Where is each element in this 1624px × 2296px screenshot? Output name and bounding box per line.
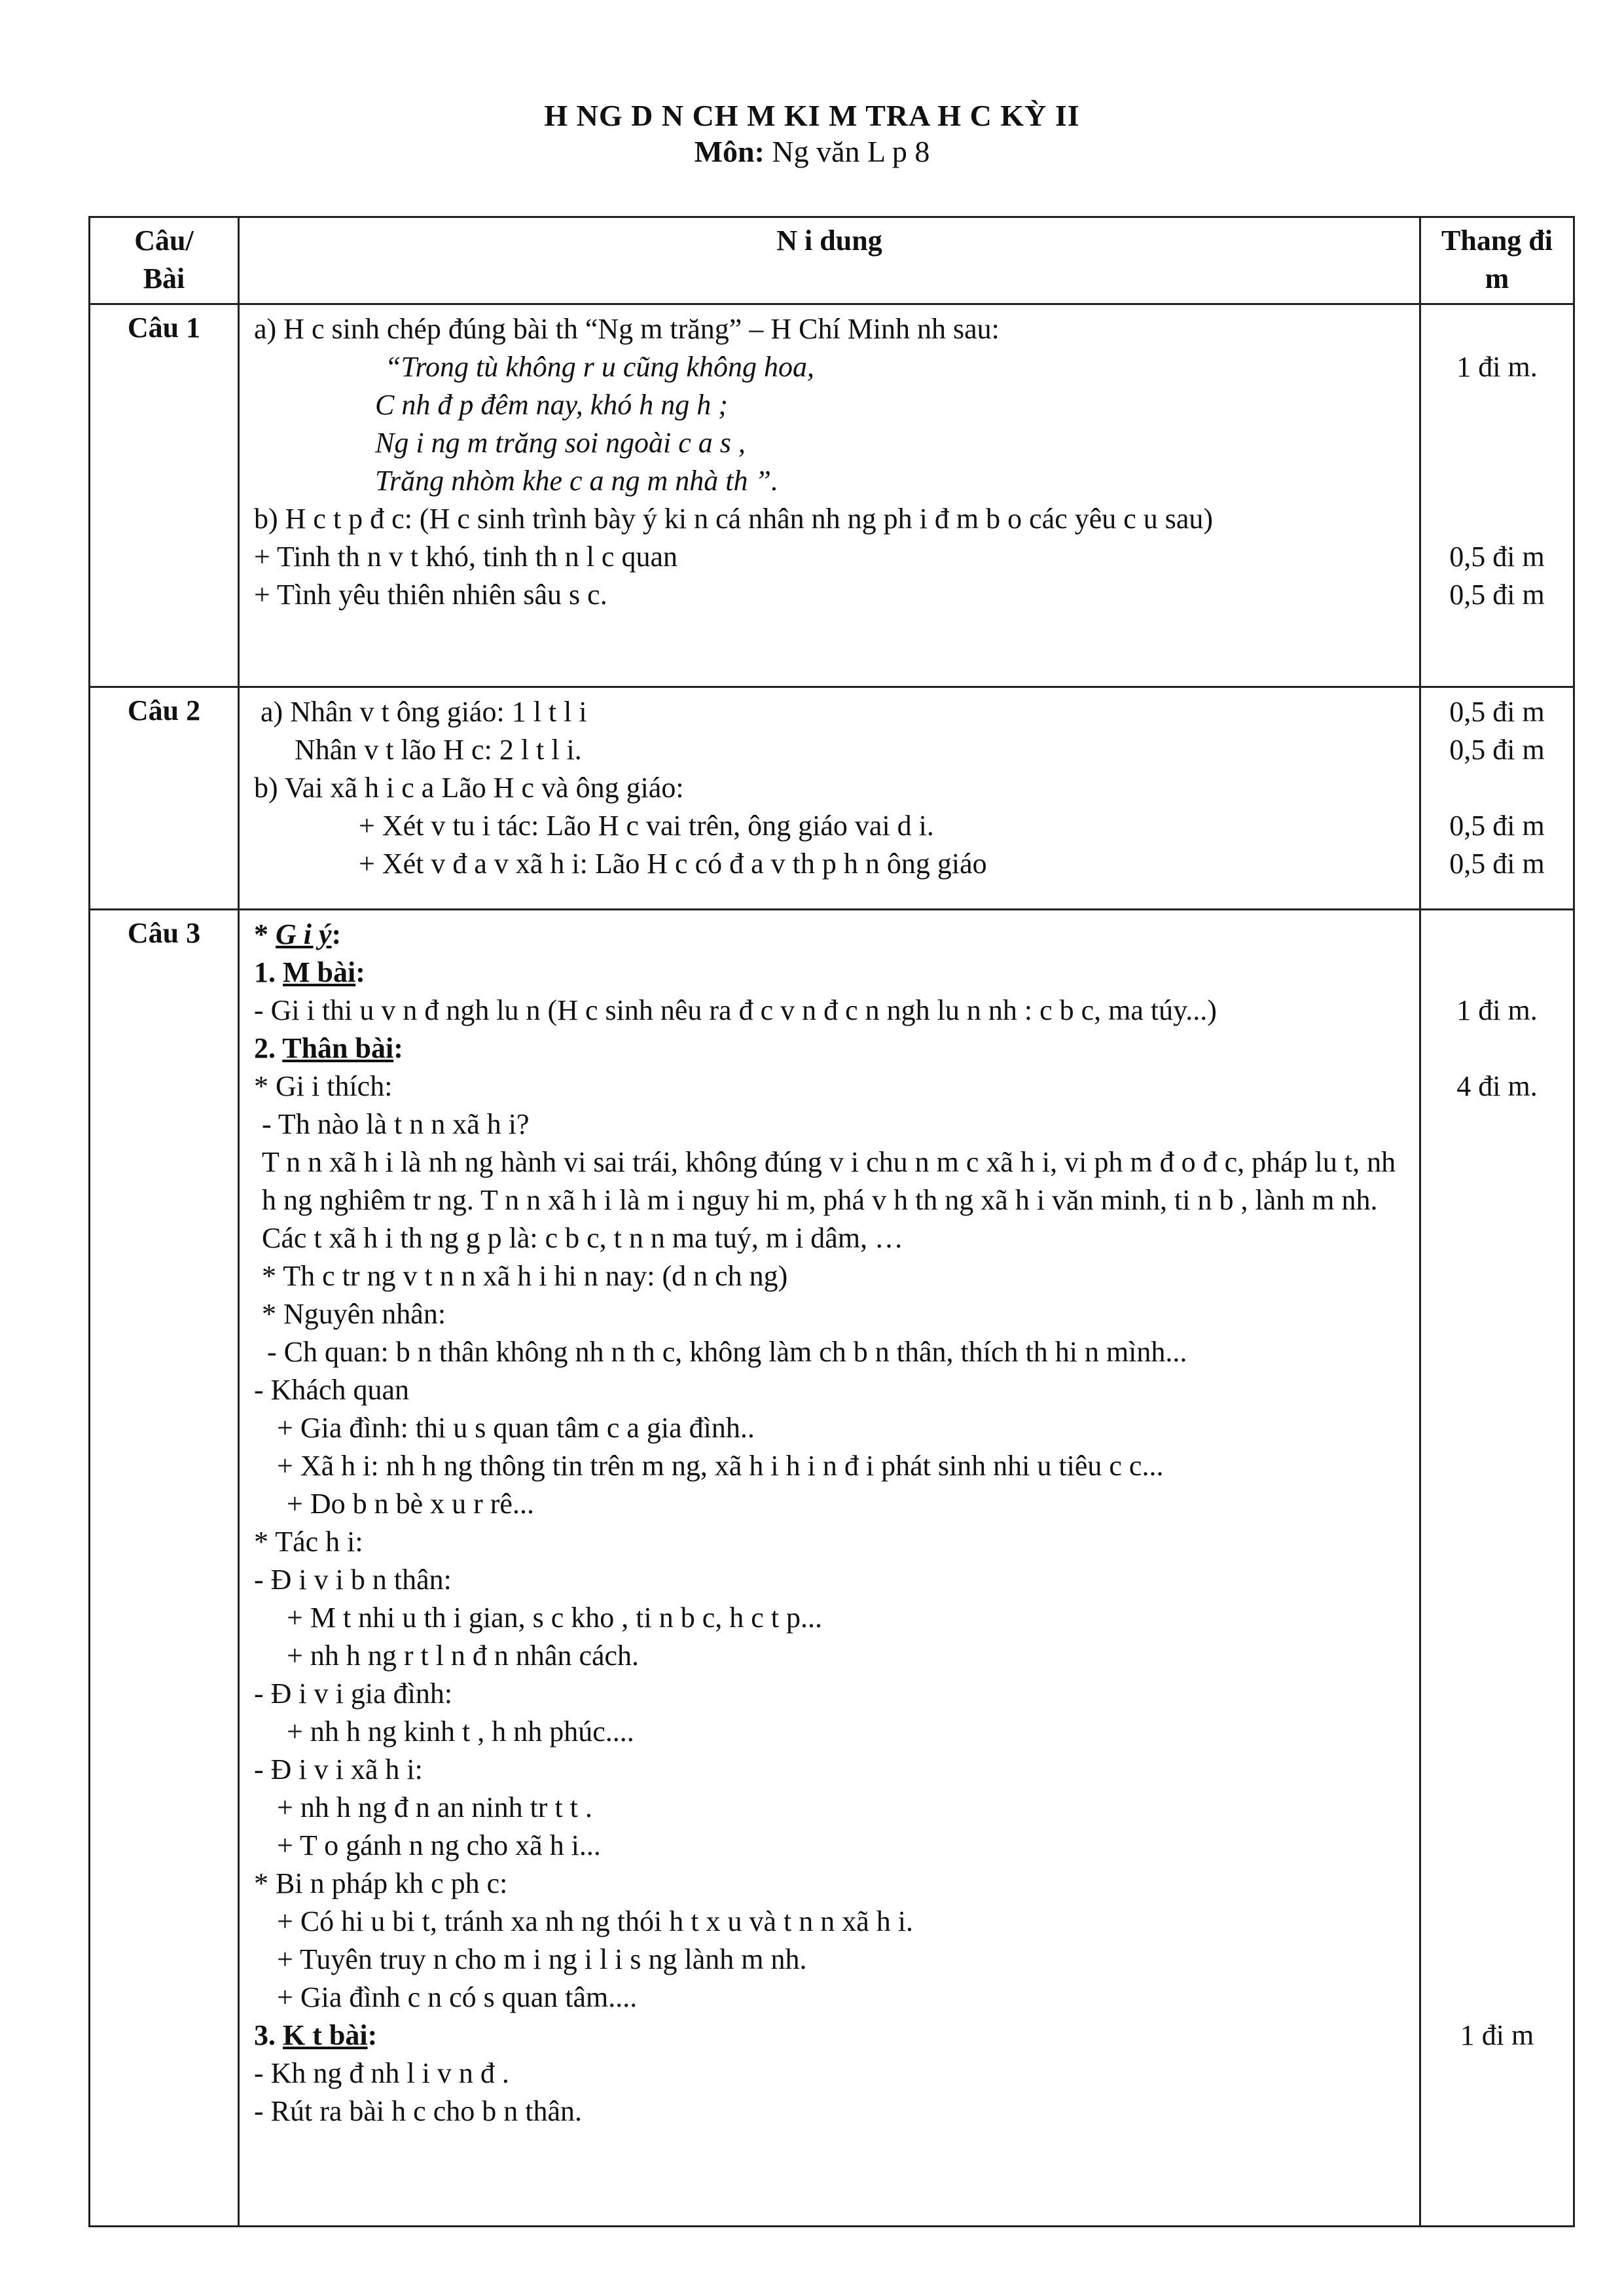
- poem-line: C nh đ p đêm nay, khó h ng h ;: [375, 389, 728, 421]
- list-item: + Tuyên truy n cho m i ng i l i s ng lành m nh.: [277, 1943, 807, 1975]
- list-item: + nh h ng r t l n đ n nhân cách.: [287, 1640, 640, 1672]
- list-item: - Kh ng đ nh l i v n đ .: [254, 2057, 509, 2089]
- content-cell: [239, 687, 1420, 910]
- definition-text: T n n xã h i là nh ng hành vi sai trái, không đúng v i chu n m c xã h i, vi ph m đ o đ c, pháp lu t, nh h ng nghiêm tr ng. T n n xã h i là m i nguy hi m, phá v h th ng xã h i văn minh, ti n b , lành m nh. Các t xã h i th ng g p là: c b c, t n n ma tuý, m i dâm, …: [262, 1146, 1396, 1254]
- doi-voi-xa-hoi: - Đ i v i xã h i:: [254, 1753, 423, 1785]
- table-row-cau2: [90, 687, 1574, 910]
- cau2-line: a) Nhân v t ông giáo: 1 l t l i: [261, 696, 587, 728]
- thanbai-num: 2.: [254, 1032, 276, 1064]
- table-row-cau1: [90, 304, 1574, 687]
- col-header-question: Câu/ Bài: [90, 217, 239, 304]
- poem-line: Trăng nhòm khe c a ng m nhà th ”.: [375, 465, 778, 497]
- col-header-content: N i dung: [239, 217, 1420, 304]
- nguyen-nhan: * Nguyên nhân:: [262, 1298, 446, 1330]
- points-cell: [1420, 910, 1574, 2227]
- table-row-cau3: [90, 910, 1574, 2227]
- poem-line: Ng i ng m trăng soi ngoài c a s ,: [375, 427, 746, 459]
- list-item: + Gia đình c n có s quan tâm....: [277, 1981, 638, 2013]
- list-item: + nh h ng kinh t , h nh phúc....: [287, 1715, 634, 1748]
- points-cell: [1420, 687, 1574, 910]
- giai-thich: * Gi i thích:: [254, 1070, 393, 1102]
- doi-voi-ban-than: - Đ i v i b n thân:: [254, 1564, 452, 1596]
- mobai-heading: M bài: [283, 956, 356, 988]
- list-item: + nh h ng đ n an ninh tr t t .: [277, 1791, 592, 1823]
- subject-label: Môn:: [694, 135, 765, 168]
- cau2-line: b) Vai xã h i c a Lão H c và ông giáo:: [254, 772, 684, 804]
- list-item: - Rút ra bài h c cho b n thân.: [254, 2095, 582, 2127]
- points-value: 0,5 đi m: [1449, 810, 1545, 842]
- points-value: 1 đi m.: [1456, 994, 1538, 1026]
- cau1-b-item: + Tinh th n v t khó, tinh th n l c quan: [254, 541, 677, 573]
- cau1-a-intro: a) H c sinh chép đúng bài th “Ng m trăng” – H Chí Minh nh sau:: [254, 313, 1000, 345]
- cau1-b-item: + Tình yêu thiên nhiên sâu s c.: [254, 579, 607, 611]
- list-item: + T o gánh n ng cho xã h i...: [277, 1829, 601, 1861]
- table-header-row: [90, 217, 1574, 304]
- thuc-trang: * Th c tr ng v t n n xã h i hi n nay: (d n ch ng): [262, 1260, 788, 1292]
- question-label: Câu 3: [90, 910, 239, 2227]
- content-cell: * G i ý: 1. M bài: - Gi i thi u v n đ ngh lu n (H c sinh nêu ra đ c v n đ c n ngh lu n nh : c b c, ma túy...) 2. Thân bài: * Gi i thích: - Th nào là t n n xã h i? T n n xã h i là nh ng hành vi sai trái, không đúng v i chu n m c xã h i, vi ph m đ o đ c, pháp lu t, nh h ng nghiêm tr ng. T n n xã h i là m i nguy hi m, phá v h th ng xã h i văn minh, ti n b , lành m nh. Các t xã h i th ng g p là: c b c, t n n ma tuý, m i dâm, … * Th c tr ng v t n n xã h i hi n nay: (d n ch ng) * Nguyên nhân: - Ch quan: b n thân không nh n th c, không làm ch b n thân, thích th hi n mình... - Khách quan + Gia đình: thi u s quan tâm c a gia đình.. + Xã h i: nh h ng thông tin trên m ng, xã h i h i n đ i phát sinh nhi u tiêu c c... + Do b n bè x u r rê... * Tác h i: - Đ i v i b n thân: + M t nhi u th i gian, s c kho , ti n b c, h c t p... + nh h ng r t l n đ n nhân cách. - Đ i v i gia đình: + nh h ng kinh t , h nh phúc.... - Đ i v i xã h i: + nh h ng đ n an ninh tr t t . + T o gánh n ng cho xã h i... * Bi n pháp kh c ph c: + Có hi u bi t, tránh xa nh ng thói h t x u và t n n xã h i. + Tuyên truy n cho m i ng i l i s ng lành m nh. + Gia đình c n có s quan tâm.... 3. K t bài: - Kh ng đ nh l i v n đ . - Rút ra bài h c cho b n thân.: [239, 910, 1420, 2227]
- points-cell: [1420, 304, 1574, 687]
- cau2-line: Nhân v t lão H c: 2 l t l i.: [295, 734, 582, 766]
- list-item: + Do b n bè x u r rê...: [287, 1488, 534, 1520]
- poem-line: “Trong tù không r u cũng không hoa,: [385, 351, 814, 383]
- ketbai-heading: K t bài: [283, 2019, 368, 2051]
- ketbai-num: 3.: [254, 2019, 276, 2051]
- points-value: 0,5 đi m: [1449, 696, 1545, 728]
- question-label: Câu 1: [90, 304, 239, 687]
- list-item: + M t nhi u th i gian, s c kho , ti n b c, h c t p...: [287, 1602, 822, 1634]
- subject-value: Ng văn L p 8: [772, 135, 930, 168]
- cau1-b-intro: b) H c t p đ c: (H c sinh trình bày ý ki n cá nhân nh ng ph i đ m b o các yêu c u sau): [254, 503, 1214, 535]
- cau2-line: + Xét v tu i tác: Lão H c vai trên, ông giáo vai d i.: [359, 810, 934, 842]
- bien-phap: * Bi n pháp kh c ph c:: [254, 1867, 508, 1899]
- list-item: + Xã h i: nh h ng thông tin trên m ng, xã h i h i n đ i phát sinh nhi u tiêu c c...: [277, 1450, 1164, 1482]
- doi-voi-gia-dinh: - Đ i v i gia đình:: [254, 1677, 453, 1710]
- chu-quan: - Ch quan: b n thân không nh n th c, không làm ch b n thân, thích th hi n mình...: [267, 1336, 1187, 1368]
- points-value: 0,5 đi m: [1449, 848, 1545, 880]
- cau2-line: + Xét v đ a v xã h i: Lão H c có đ a v th p h n ông giáo: [359, 848, 987, 880]
- khach-quan: - Khách quan: [254, 1374, 410, 1406]
- points-value: 1 đi m: [1460, 2019, 1534, 2051]
- page-subtitle: [0, 134, 1624, 169]
- mobai-num: 1.: [254, 956, 276, 988]
- mobai-text: - Gi i thi u v n đ ngh lu n (H c sinh nêu ra đ c v n đ c n ngh lu n nh : c b c, ma túy...): [254, 994, 1217, 1026]
- points-value: 0,5 đi m: [1449, 541, 1545, 573]
- tac-hai: * Tác h i:: [254, 1526, 363, 1558]
- question-label: Câu 2: [90, 687, 239, 910]
- content-cell: [239, 304, 1420, 687]
- points-value: 0,5 đi m: [1449, 734, 1545, 766]
- points-value: 0,5 đi m: [1449, 579, 1545, 611]
- goi-y-heading: G i ý: [276, 918, 332, 950]
- points-value: 1 đi m.: [1456, 351, 1538, 383]
- answer-table: [88, 216, 1575, 2227]
- page-title: H NG D N CH M KI M TRA H C KỲ II: [544, 99, 1080, 132]
- question-what: - Th nào là t n n xã h i?: [262, 1108, 530, 1140]
- list-item: + Có hi u bi t, tránh xa nh ng thói h t x u và t n n xã h i.: [277, 1905, 913, 1937]
- col-header-points: Thang đi m: [1420, 217, 1574, 304]
- points-value: 4 đi m.: [1456, 1070, 1538, 1102]
- list-item: + Gia đình: thi u s quan tâm c a gia đình..: [277, 1412, 755, 1444]
- thanbai-heading: Thân bài: [282, 1032, 394, 1064]
